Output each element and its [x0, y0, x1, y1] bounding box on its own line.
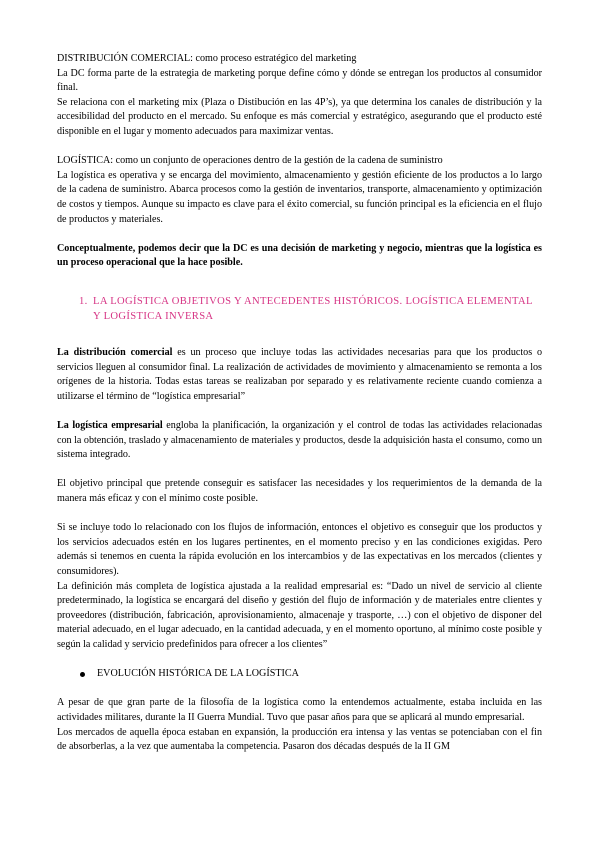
paragraph-dc-strategy: La DC forma parte de la estrategia de marketing porque define cómo y dónde se entregan los productos al consumidor final.: [57, 67, 542, 94]
bullet-text: EVOLUCIÓN HISTÓRICA DE LA LOGÍSTICA: [97, 668, 299, 680]
bullet-evolucion: [80, 667, 542, 682]
paragraph-objetivo: El objetivo principal que pretende conseguir es satisfacer las necesidades y los requerimientos de la demanda de la manera más eficaz y con el mínimo coste posible.: [57, 478, 542, 505]
paragraph-historia-2: Los mercados de aquella época estaban en expansión, la producción era intensa y las ventas se potenciaban con el fin de absorberlas, a la vez que aumentaba la competencia. Pasaron dos décadas después de la II GM: [57, 726, 542, 753]
section-title-logistica: LOGÍSTICA: como un conjunto de operaciones dentro de la gestión de la cadena de suministro: [57, 155, 443, 167]
paragraph-text: es un proceso que incluye todas las actividades necesarias para que los productos o servicios lleguen al consumidor final. La realización de actividades de movimiento y almacenamiento se remonta a los orígenes de la historia. Todas estas tareas se realizaban por separado y es relativamente reciente cuando comienza a utilizarse el término de “logística empresarial”: [57, 347, 542, 402]
conclusion-text: Conceptualmente, podemos decir que la DC es una decisión de marketing y negocio, mientras que la logística es un proceso operacional que la hace posible.: [57, 242, 542, 269]
paragraph-distribucion-comercial: [57, 346, 542, 404]
paragraph-text: engloba la planificación, la organización y el control de todas las actividades relacionadas con la obtención, traslado y almacenamiento de materiales y productos, desde la adquisición hasta el consumo, como un sistema integrado.: [57, 420, 542, 461]
paragraph-historia-1: A pesar de que gran parte de la filosofía de la logística como la entendemos actualmente, estaba incluida en las actividades militares, durante la II Guerra Mundial. Tuvo que pasar años para que se aplicará al mundo empresarial.: [57, 697, 542, 723]
section-heading-1: [79, 294, 542, 324]
bullet-dot-icon: [80, 672, 85, 677]
heading-number: 1.: [79, 295, 88, 307]
heading-text: LA LOGÍSTICA OBJETIVOS Y ANTECEDENTES HISTÓRICOS. LOGÍSTICA ELEMENTAL Y LOGÍSTICA INVERSA: [93, 295, 533, 322]
bold-term-logistica: La logística empresarial: [57, 420, 163, 432]
paragraph-marketing-mix: Se relaciona con el marketing mix (Plaza o Distibución en las 4P’s), ya que determina los canales de distribución y la accesibilidad del producto en el mercado. Su enfoque es más comercial y estratégico, asegurando que el producto esté disponible en el lugar y momento adecuados para maximizar ventas.: [57, 96, 542, 137]
paragraph-flujos-informacion: Si se incluye todo lo relacionado con los flujos de información, entonces el objetivo es conseguir que los productos y los servicios adecuados estén en los lugares pertinentes, en el momento preciso y en las condiciones exigidas. Pero además si tenemos en cuenta la rápida evolución en los intercambios y de las expectativas en los mercados (clientes y consumidores).: [57, 522, 542, 577]
paragraph-definicion: La definición más completa de logística ajustada a la realidad empresarial es: “Dado un nivel de servicio al cliente predeterminado, la logística se encargará del diseño y gestión del flujo de información y de materiales entre clientes y proveedores (distribución, fabricación, aprovisionamiento, almacenaje y trasporte, …) con el objetivo de disponer del material adecuado, en el lugar adecuado, en la cantidad adecuada, y en el momento oportuno, al mínimo coste posible y según la calidad y servicio predefinidos para ofrecer a los clientes”: [57, 580, 542, 650]
document-page: [57, 52, 542, 755]
paragraph-logistica-operativa: La logística es operativa y se encarga del movimiento, almacenamiento y gestión eficiente de los productos a lo largo de la cadena de suministro. Abarca procesos como la gestión de inventarios, transporte, almacenamiento y optimización de costos y tiempos. Aunque su impacto es clave para el éxito comercial, su función principal es la eficiencia en el flujo de productos y materiales.: [57, 169, 542, 225]
bold-term-distribucion: La distribución comercial: [57, 347, 173, 359]
section-title-distribucion: DISTRIBUCIÓN COMERCIAL: como proceso estratégico del marketing: [57, 53, 357, 64]
paragraph-logistica-empresarial: [57, 419, 542, 463]
conclusion-paragraph: [57, 242, 542, 271]
